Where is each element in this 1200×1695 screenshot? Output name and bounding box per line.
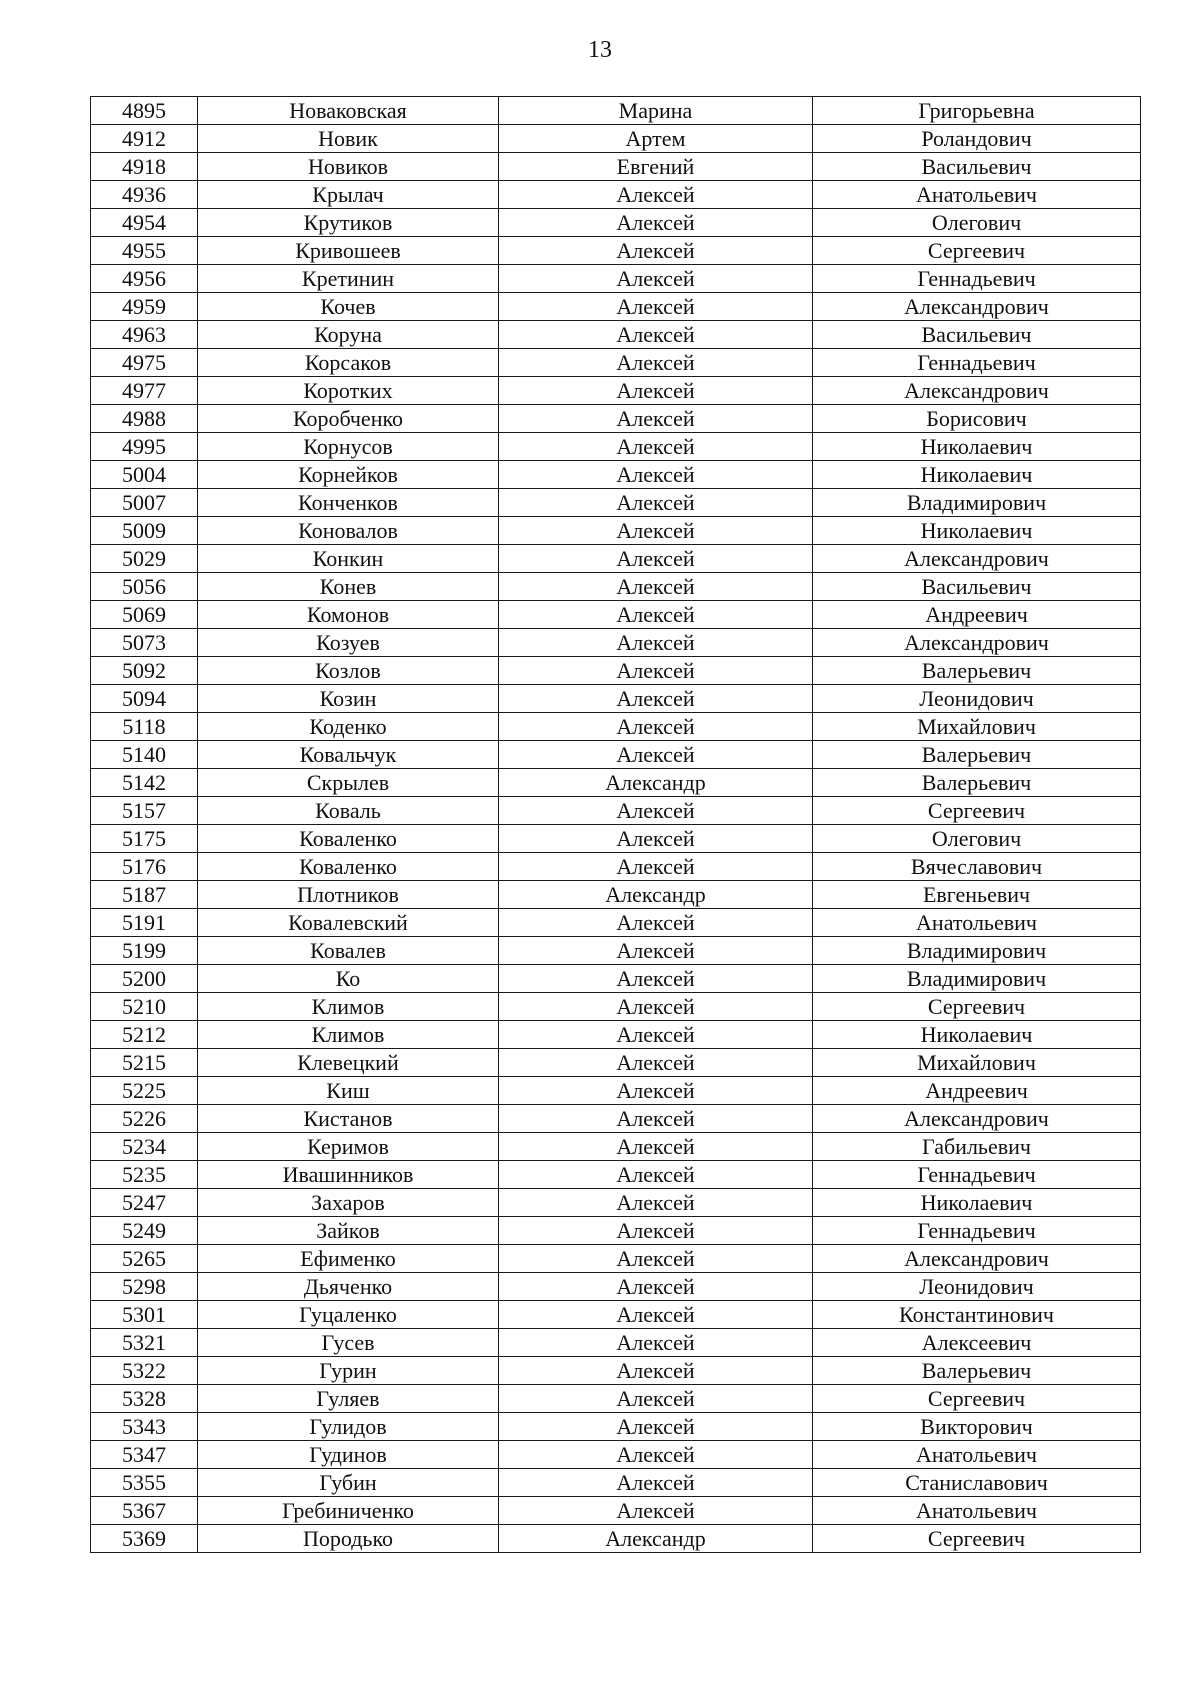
given-name-cell: Алексей xyxy=(499,1469,813,1497)
record-number-cell: 5210 xyxy=(91,993,198,1021)
surname-cell: Ко xyxy=(198,965,499,993)
table-row xyxy=(91,1329,1141,1357)
record-number-cell: 4895 xyxy=(91,97,198,125)
table-row xyxy=(91,685,1141,713)
patronymic-cell: Леонидович xyxy=(813,685,1141,713)
surname-cell: Коруна xyxy=(198,321,499,349)
given-name-cell: Алексей xyxy=(499,489,813,517)
given-name-cell: Алексей xyxy=(499,1245,813,1273)
given-name-cell: Алексей xyxy=(499,1357,813,1385)
record-number-cell: 5118 xyxy=(91,713,198,741)
table-row xyxy=(91,1413,1141,1441)
patronymic-cell: Николаевич xyxy=(813,1189,1141,1217)
given-name-cell: Алексей xyxy=(499,1329,813,1357)
record-number-cell: 5367 xyxy=(91,1497,198,1525)
record-number-cell: 5007 xyxy=(91,489,198,517)
given-name-cell: Алексей xyxy=(499,1105,813,1133)
table-row xyxy=(91,1497,1141,1525)
table-row xyxy=(91,573,1141,601)
table-row xyxy=(91,433,1141,461)
record-number-cell: 5175 xyxy=(91,825,198,853)
surname-cell: Новиков xyxy=(198,153,499,181)
given-name-cell: Артем xyxy=(499,125,813,153)
given-name-cell: Алексей xyxy=(499,741,813,769)
given-name-cell: Алексей xyxy=(499,181,813,209)
surname-cell: Ефименко xyxy=(198,1245,499,1273)
patronymic-cell: Михайлович xyxy=(813,713,1141,741)
given-name-cell: Алексей xyxy=(499,1049,813,1077)
patronymic-cell: Анатольевич xyxy=(813,1497,1141,1525)
patronymic-cell: Валерьевич xyxy=(813,741,1141,769)
surname-cell: Кривошеев xyxy=(198,237,499,265)
surname-cell: Породько xyxy=(198,1525,499,1553)
table-row xyxy=(91,1049,1141,1077)
table-row xyxy=(91,237,1141,265)
given-name-cell: Алексей xyxy=(499,573,813,601)
surname-cell: Ивашинников xyxy=(198,1161,499,1189)
patronymic-cell: Владимирович xyxy=(813,965,1141,993)
table-row xyxy=(91,1469,1141,1497)
table-row xyxy=(91,349,1141,377)
surname-cell: Крутиков xyxy=(198,209,499,237)
patronymic-cell: Анатольевич xyxy=(813,181,1141,209)
given-name-cell: Алексей xyxy=(499,1301,813,1329)
record-number-cell: 5069 xyxy=(91,601,198,629)
record-number-cell: 5328 xyxy=(91,1385,198,1413)
surname-cell: Скрылев xyxy=(198,769,499,797)
record-number-cell: 5215 xyxy=(91,1049,198,1077)
surname-cell: Дьяченко xyxy=(198,1273,499,1301)
given-name-cell: Алексей xyxy=(499,237,813,265)
patronymic-cell: Викторович xyxy=(813,1413,1141,1441)
record-number-cell: 4954 xyxy=(91,209,198,237)
table-row xyxy=(91,1301,1141,1329)
patronymic-cell: Леонидович xyxy=(813,1273,1141,1301)
given-name-cell: Алексей xyxy=(499,293,813,321)
record-number-cell: 5369 xyxy=(91,1525,198,1553)
record-number-cell: 5176 xyxy=(91,853,198,881)
surname-cell: Новаковская xyxy=(198,97,499,125)
given-name-cell: Алексей xyxy=(499,265,813,293)
given-name-cell: Алексей xyxy=(499,1497,813,1525)
table-row xyxy=(91,97,1141,125)
surname-cell: Кретинин xyxy=(198,265,499,293)
table-row xyxy=(91,1441,1141,1469)
surname-cell: Плотников xyxy=(198,881,499,909)
table-row xyxy=(91,657,1141,685)
surname-cell: Ковальчук xyxy=(198,741,499,769)
record-number-cell: 5265 xyxy=(91,1245,198,1273)
patronymic-cell: Васильевич xyxy=(813,321,1141,349)
given-name-cell: Алексей xyxy=(499,1273,813,1301)
given-name-cell: Евгений xyxy=(499,153,813,181)
patronymic-cell: Валерьевич xyxy=(813,1357,1141,1385)
given-name-cell: Алексей xyxy=(499,321,813,349)
given-name-cell: Алексей xyxy=(499,461,813,489)
patronymic-cell: Сергеевич xyxy=(813,993,1141,1021)
record-number-cell: 5142 xyxy=(91,769,198,797)
record-number-cell: 4963 xyxy=(91,321,198,349)
table-row xyxy=(91,1021,1141,1049)
surname-cell: Захаров xyxy=(198,1189,499,1217)
record-number-cell: 4988 xyxy=(91,405,198,433)
record-number-cell: 5298 xyxy=(91,1273,198,1301)
record-number-cell: 5073 xyxy=(91,629,198,657)
patronymic-cell: Владимирович xyxy=(813,937,1141,965)
record-number-cell: 4955 xyxy=(91,237,198,265)
given-name-cell: Алексей xyxy=(499,405,813,433)
table-row xyxy=(91,293,1141,321)
given-name-cell: Алексей xyxy=(499,433,813,461)
surname-cell: Коротких xyxy=(198,377,499,405)
patronymic-cell: Михайлович xyxy=(813,1049,1141,1077)
surname-cell: Кочев xyxy=(198,293,499,321)
surname-cell: Коваленко xyxy=(198,825,499,853)
given-name-cell: Алексей xyxy=(499,517,813,545)
record-number-cell: 5355 xyxy=(91,1469,198,1497)
record-number-cell: 4975 xyxy=(91,349,198,377)
record-number-cell: 5235 xyxy=(91,1161,198,1189)
record-number-cell: 5247 xyxy=(91,1189,198,1217)
table-row xyxy=(91,1105,1141,1133)
given-name-cell: Александр xyxy=(499,881,813,909)
patronymic-cell: Владимирович xyxy=(813,489,1141,517)
record-number-cell: 5157 xyxy=(91,797,198,825)
surname-cell: Гуляев xyxy=(198,1385,499,1413)
given-name-cell: Алексей xyxy=(499,657,813,685)
given-name-cell: Алексей xyxy=(499,1189,813,1217)
given-name-cell: Алексей xyxy=(499,825,813,853)
surname-cell: Коваленко xyxy=(198,853,499,881)
surname-cell: Коновалов xyxy=(198,517,499,545)
table-row xyxy=(91,713,1141,741)
patronymic-cell: Геннадьевич xyxy=(813,265,1141,293)
record-number-cell: 4995 xyxy=(91,433,198,461)
record-number-cell: 5226 xyxy=(91,1105,198,1133)
given-name-cell: Алексей xyxy=(499,377,813,405)
given-name-cell: Алексей xyxy=(499,797,813,825)
table-row xyxy=(91,545,1141,573)
surname-cell: Козлов xyxy=(198,657,499,685)
surname-cell: Киш xyxy=(198,1077,499,1105)
surname-cell: Коваль xyxy=(198,797,499,825)
table-row xyxy=(91,405,1141,433)
record-number-cell: 5009 xyxy=(91,517,198,545)
surname-cell: Климов xyxy=(198,1021,499,1049)
patronymic-cell: Олегович xyxy=(813,825,1141,853)
table-row xyxy=(91,965,1141,993)
table-row xyxy=(91,1385,1141,1413)
record-number-cell: 5321 xyxy=(91,1329,198,1357)
given-name-cell: Алексей xyxy=(499,629,813,657)
patronymic-cell: Андреевич xyxy=(813,1077,1141,1105)
table-row xyxy=(91,629,1141,657)
patronymic-cell: Вячеславович xyxy=(813,853,1141,881)
surname-cell: Гудинов xyxy=(198,1441,499,1469)
table-row xyxy=(91,1161,1141,1189)
surname-cell: Корсаков xyxy=(198,349,499,377)
table-row xyxy=(91,741,1141,769)
surname-cell: Гуцаленко xyxy=(198,1301,499,1329)
table-row xyxy=(91,125,1141,153)
given-name-cell: Алексей xyxy=(499,1385,813,1413)
table-row xyxy=(91,1217,1141,1245)
patronymic-cell: Валерьевич xyxy=(813,657,1141,685)
patronymic-cell: Григорьевна xyxy=(813,97,1141,125)
record-number-cell: 5301 xyxy=(91,1301,198,1329)
surname-cell: Губин xyxy=(198,1469,499,1497)
surname-cell: Козуев xyxy=(198,629,499,657)
record-number-cell: 5191 xyxy=(91,909,198,937)
patronymic-cell: Анатольевич xyxy=(813,1441,1141,1469)
patronymic-cell: Андреевич xyxy=(813,601,1141,629)
patronymic-cell: Олегович xyxy=(813,209,1141,237)
surname-cell: Гребиниченко xyxy=(198,1497,499,1525)
table-row xyxy=(91,769,1141,797)
given-name-cell: Алексей xyxy=(499,965,813,993)
given-name-cell: Алексей xyxy=(499,993,813,1021)
surname-cell: Зайков xyxy=(198,1217,499,1245)
given-name-cell: Алексей xyxy=(499,1441,813,1469)
table-row xyxy=(91,209,1141,237)
surname-cell: Ковалев xyxy=(198,937,499,965)
table-row xyxy=(91,881,1141,909)
surname-cell: Конев xyxy=(198,573,499,601)
surname-cell: Климов xyxy=(198,993,499,1021)
record-number-cell: 5343 xyxy=(91,1413,198,1441)
patronymic-cell: Александрович xyxy=(813,1105,1141,1133)
surname-cell: Коробченко xyxy=(198,405,499,433)
record-number-cell: 5347 xyxy=(91,1441,198,1469)
surname-cell: Крылач xyxy=(198,181,499,209)
given-name-cell: Алексей xyxy=(499,1413,813,1441)
patronymic-cell: Александрович xyxy=(813,377,1141,405)
surname-cell: Коденко xyxy=(198,713,499,741)
record-number-cell: 5225 xyxy=(91,1077,198,1105)
table-row xyxy=(91,377,1141,405)
record-number-cell: 5234 xyxy=(91,1133,198,1161)
surname-cell: Клевецкий xyxy=(198,1049,499,1077)
given-name-cell: Алексей xyxy=(499,937,813,965)
record-number-cell: 5140 xyxy=(91,741,198,769)
roster-table-body xyxy=(91,97,1141,1553)
table-row xyxy=(91,153,1141,181)
patronymic-cell: Александрович xyxy=(813,545,1141,573)
page-number: 13 xyxy=(588,37,612,63)
patronymic-cell: Васильевич xyxy=(813,573,1141,601)
given-name-cell: Алексей xyxy=(499,1077,813,1105)
record-number-cell: 4956 xyxy=(91,265,198,293)
table-row xyxy=(91,797,1141,825)
patronymic-cell: Александрович xyxy=(813,1245,1141,1273)
given-name-cell: Алексей xyxy=(499,601,813,629)
table-row xyxy=(91,489,1141,517)
patronymic-cell: Васильевич xyxy=(813,153,1141,181)
given-name-cell: Алексей xyxy=(499,853,813,881)
surname-cell: Кистанов xyxy=(198,1105,499,1133)
table-row xyxy=(91,1357,1141,1385)
record-number-cell: 5056 xyxy=(91,573,198,601)
surname-cell: Новик xyxy=(198,125,499,153)
table-row xyxy=(91,601,1141,629)
surname-cell: Конченков xyxy=(198,489,499,517)
patronymic-cell: Геннадьевич xyxy=(813,1217,1141,1245)
patronymic-cell: Анатольевич xyxy=(813,909,1141,937)
patronymic-cell: Валерьевич xyxy=(813,769,1141,797)
record-number-cell: 4977 xyxy=(91,377,198,405)
record-number-cell: 4936 xyxy=(91,181,198,209)
table-row xyxy=(91,321,1141,349)
table-row xyxy=(91,461,1141,489)
table-row xyxy=(91,265,1141,293)
patronymic-cell: Станиславович xyxy=(813,1469,1141,1497)
record-number-cell: 5187 xyxy=(91,881,198,909)
patronymic-cell: Николаевич xyxy=(813,1021,1141,1049)
patronymic-cell: Николаевич xyxy=(813,517,1141,545)
surname-cell: Гусев xyxy=(198,1329,499,1357)
table-row xyxy=(91,937,1141,965)
table-row xyxy=(91,993,1141,1021)
record-number-cell: 5094 xyxy=(91,685,198,713)
given-name-cell: Александр xyxy=(499,769,813,797)
table-row xyxy=(91,1525,1141,1553)
given-name-cell: Алексей xyxy=(499,209,813,237)
table-row xyxy=(91,1077,1141,1105)
table-row xyxy=(91,1245,1141,1273)
surname-cell: Керимов xyxy=(198,1133,499,1161)
patronymic-cell: Сергеевич xyxy=(813,237,1141,265)
surname-cell: Ковалевский xyxy=(198,909,499,937)
table-row xyxy=(91,1133,1141,1161)
record-number-cell: 5249 xyxy=(91,1217,198,1245)
record-number-cell: 4959 xyxy=(91,293,198,321)
patronymic-cell: Роландович xyxy=(813,125,1141,153)
record-number-cell: 4912 xyxy=(91,125,198,153)
surname-cell: Конкин xyxy=(198,545,499,573)
surname-cell: Козин xyxy=(198,685,499,713)
record-number-cell: 5004 xyxy=(91,461,198,489)
patronymic-cell: Габильевич xyxy=(813,1133,1141,1161)
patronymic-cell: Александрович xyxy=(813,293,1141,321)
given-name-cell: Алексей xyxy=(499,349,813,377)
record-number-cell: 5200 xyxy=(91,965,198,993)
surname-cell: Корнейков xyxy=(198,461,499,489)
given-name-cell: Алексей xyxy=(499,1161,813,1189)
record-number-cell: 4918 xyxy=(91,153,198,181)
given-name-cell: Марина xyxy=(499,97,813,125)
patronymic-cell: Александрович xyxy=(813,629,1141,657)
patronymic-cell: Геннадьевич xyxy=(813,349,1141,377)
surname-cell: Гулидов xyxy=(198,1413,499,1441)
patronymic-cell: Сергеевич xyxy=(813,1385,1141,1413)
given-name-cell: Алексей xyxy=(499,909,813,937)
surname-cell: Комонов xyxy=(198,601,499,629)
given-name-cell: Алексей xyxy=(499,1133,813,1161)
patronymic-cell: Николаевич xyxy=(813,433,1141,461)
record-number-cell: 5029 xyxy=(91,545,198,573)
record-number-cell: 5322 xyxy=(91,1357,198,1385)
patronymic-cell: Борисович xyxy=(813,405,1141,433)
table-row xyxy=(91,825,1141,853)
patronymic-cell: Николаевич xyxy=(813,461,1141,489)
table-row xyxy=(91,181,1141,209)
given-name-cell: Алексей xyxy=(499,713,813,741)
patronymic-cell: Сергеевич xyxy=(813,797,1141,825)
patronymic-cell: Сергеевич xyxy=(813,1525,1141,1553)
given-name-cell: Алексей xyxy=(499,685,813,713)
table-row xyxy=(91,517,1141,545)
given-name-cell: Алексей xyxy=(499,1021,813,1049)
given-name-cell: Александр xyxy=(499,1525,813,1553)
surname-cell: Гурин xyxy=(198,1357,499,1385)
roster-table xyxy=(90,96,1141,1553)
surname-cell: Корнусов xyxy=(198,433,499,461)
given-name-cell: Алексей xyxy=(499,1217,813,1245)
patronymic-cell: Геннадьевич xyxy=(813,1161,1141,1189)
record-number-cell: 5092 xyxy=(91,657,198,685)
table-row xyxy=(91,1273,1141,1301)
given-name-cell: Алексей xyxy=(499,545,813,573)
record-number-cell: 5199 xyxy=(91,937,198,965)
table-row xyxy=(91,1189,1141,1217)
patronymic-cell: Константинович xyxy=(813,1301,1141,1329)
table-row xyxy=(91,853,1141,881)
table-row xyxy=(91,909,1141,937)
patronymic-cell: Алексеевич xyxy=(813,1329,1141,1357)
record-number-cell: 5212 xyxy=(91,1021,198,1049)
patronymic-cell: Евгеньевич xyxy=(813,881,1141,909)
